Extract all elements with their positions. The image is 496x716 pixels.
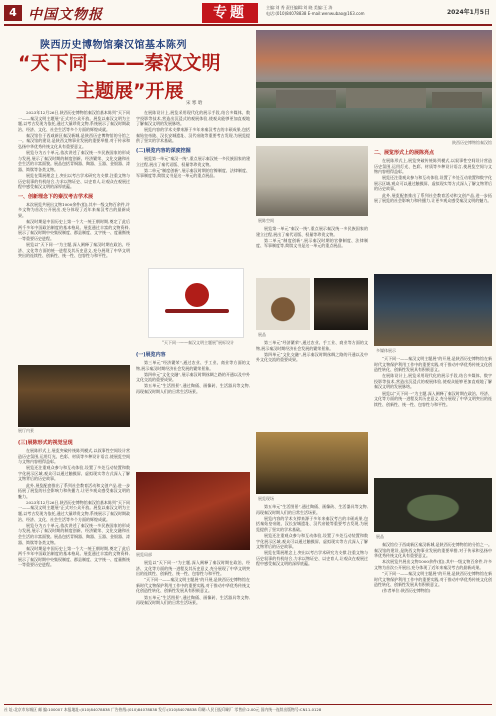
museum-aerial-photo: [256, 30, 492, 138]
bronze-caption: 展品: [376, 534, 384, 539]
photo-building: [276, 90, 336, 108]
screen-caption: 多媒体展示: [376, 348, 396, 353]
masthead: [4, 3, 492, 25]
text-column-2: 在展陈设计上,展览采用现代化的展示手段,结合多媒体、数字投影等技术,营造出沉浸式的观展体验,使观众能够更加直观地了解秦汉文明的发展脉络。 展览内容的学术支撑来源于多年来秦汉考古的丰硕成果,包括秦始皇帝陵、汉长安城遗址、汉代帝陵等重要考古发现,为展览提供了坚实的学术基础。 (二)展览内容的深度挖掘 展览第一单元“秦汉一统”,重点展示秦汉统一多民族国家的建立过程,展出了秦代诏版、权量等珍贵文物。 第二单元“制度创新”,展示秦汉时期的官僚制度、法律制度、军事制度等,简牍文书是这一单元的重点展品。: [136, 110, 250, 179]
exhibition-hall-image: [18, 365, 130, 427]
text-column-2c: 展览以“天下同一”为主题,深入阐释了秦汉时期在政治、经济、文化等方面的统一进程及其历史意义,充分展现了中华文明突出的连续性、创新性、统一性、包容性与和平性。 “天下同一——秦汉文明主题展”的开展,是陕西历史博物馆在新时代文物保护利用工作中的重要实践,对于推动中华优秀传统文化创造性转化、创新性发展具有积极意义。 第五单元“生活图景”,通过陶俑、画像砖、生活器具等文物,再现秦汉时期人们的日常生活场景。: [136, 560, 250, 606]
artifact-dark-image: [314, 278, 368, 330]
section-heading-3: (一)展览内容: [136, 352, 166, 358]
exhibition-red-wall-image: [136, 472, 250, 550]
gold-caption: 展览现场: [258, 496, 274, 501]
case-caption: 展陈空间: [258, 218, 274, 223]
display-case-image: [256, 146, 368, 216]
multimedia-image: [374, 274, 492, 346]
red-caption: 展览局部: [136, 552, 152, 557]
gold-artifact-image: [256, 432, 368, 494]
article-kicker: 陕西历史博物馆秦汉馆基本陈列: [40, 40, 187, 51]
text-column-4c: 秦汉馆位于西咸新区秦汉新城,是陕西历史博物馆的分馆之一。秦汉馆的建设,是陕西文物事业发展的重要举措,对于传承和弘扬中华优秀传统文化具有重要意义。 本次展览共展出文物1000余件(组),其中一级文物百余件,许多文物为首次公开展出,充分体现了近年来秦汉考古的最新成果。 “天下同一——秦汉文明主题展”的开展,是陕西历史博物馆在新时代文物保护利用工作中的重要实践,对于推动中华优秀传统文化创造性转化、创新性发展具有积极意义。 (作者单位:陕西历史博物馆): [374, 542, 492, 594]
top-photo-caption: 陕西历史博物馆秦汉馆: [452, 140, 492, 145]
text-column-1b: (三)展陈形式的视觉呈现 在展陈形式上,展览突破传统陈列模式,以叙事性空间设计营造历史氛围,运用灯光、色彩、材质等多种设计语言,使展览空间与文物内容相得益彰。 展览还注重观众参与和互动体验,设置了多处互动装置和数字化展示区域,观众可以通过触摸屏、虚拟现实等方式深入了解文物背后的历史故事。 此外,展览配套推出了系列社会教育活动和文创产品,进一步拓展了展览的社会影响力和传播力,让更多观众感受秦汉文明的魅力。 2023年12月26日,陕西历史博物馆秦汉馆基本陈列“天下同一——秦汉文明主题展”正式对公众开放。展览以秦汉文明为主题,以考古发现为依托,通过大量珍贵文物,系统展示了秦汉时期政治、经济、文化、社会生活等多个方面的辉煌成就。 展览分为五个单元,依次讲述了秦汉统一多民族国家的形成与发展,展示了秦汉时期的制度创新、经济繁荣、文化交融和社会生活的丰富面貌。展品包括青铜器、陶器、玉器、金银器、漆器、简牍等各类文物。 秦汉时期是中国历史上第一个大一统王朝时期,奠定了此后两千多年中国政治制度的基本格局。展览通过丰富的文物资料,展示了秦汉时期中央集权制度、郡县制度、文字统一、度量衡统一等重要历史进程。: [18, 440, 130, 568]
article-headline-line2: 主题展”开展: [76, 80, 184, 102]
text-column-2b: (一)展览内容 第三单元“经济繁荣”,通过农业、手工业、商业等方面的文物,展示秦汉时期经济社会发展的繁荣景象。 第四单元“文化交融”,展示秦汉时期丝绸之路的开通以及中外文化交流的重要成果。 第五单元“生活图景”,通过陶俑、画像砖、生活器具等文物,再现秦汉时期人们的日常生活场景。: [136, 352, 250, 394]
photo-water: [256, 108, 492, 138]
photo-building: [432, 92, 482, 108]
text-column-4b: “天下同一——秦汉文明主题展”的开展,是陕西历史博物馆在新时代文物保护利用工作中的重要实践,对于推动中华优秀传统文化创造性转化、创新性发展具有积极意义。 在展陈设计上,展览采用现代化的展示手段,结合多媒体、数字投影等技术,营造出沉浸式的观展体验,使观众能够更加直观地了解秦汉文明的发展脉络。 展览以“天下同一”为主题,深入阐释了秦汉时期在政治、经济、文化等方面的统一进程及其历史意义,充分展现了中华文明突出的连续性、创新性、统一性、包容性与和平性。: [374, 356, 492, 407]
bronze-artifact-image: [374, 478, 492, 532]
pot-caption: 展品: [258, 332, 266, 337]
page-footer: 社 址:北京市东城区 邮 编:100007 本报地址:(010)84078838 广告热线:(010)84078838 发行:(010)84078838 印刷:人民日报印刷厂 零售价:2.00元 国内统一连续出版物号:CN11-0128: [4, 704, 492, 714]
text-column-3c: 第五单元“生活图景”,通过陶俑、画像砖、生活器具等文物,再现秦汉时期人们的日常生活场景。 展览内容的学术支撑来源于多年来秦汉考古的丰硕成果,包括秦始皇帝陵、汉长安城遗址、汉代帝陵等重要考古发现,为展览提供了坚实的学术基础。 展览还注重观众参与和互动体验,设置了多处互动装置和数字化展示区域,观众可以通过触摸屏、虚拟现实等方式深入了解文物背后的历史故事。 展览在策展理念上,突出以考古学术研究为支撑,注重文物与历史叙事的有机结合,力求以物证史、以史育人,让观众在观展过程中感受秦汉文明的深厚底蕴。: [256, 504, 368, 567]
article-headline-line1: “天下同一——秦汉文明: [18, 52, 221, 74]
text-column-4: 二、展览形式上的展陈亮点 在展陈形式上,展览突破传统陈列模式,以叙事性空间设计营造历史氛围,运用灯光、色彩、材质等多种设计语言,使展览空间与文物内容相得益彰。 展览还注重观众参与和互动体验,设置了多处互动装置和数字化展示区域,观众可以通过触摸屏、虚拟现实等方式深入了解文物背后的历史故事。 此外,展览配套推出了系列社会教育活动和文创产品,进一步拓展了展览的社会影响力和传播力,让更多观众感受秦汉文明的魅力。: [374, 150, 492, 204]
exhibition-logo-image: [148, 268, 244, 338]
text-column-1: 2023年12月26日,陕西历史博物馆秦汉馆基本陈列“天下同一——秦汉文明主题展”正式对公众开放。展览以秦汉文明为主题,以考古发现为依托,通过大量珍贵文物,系统展示了秦汉时期政治、经济、文化、社会生活等多个方面的辉煌成就。 秦汉馆位于西咸新区秦汉新城,是陕西历史博物馆的分馆之一。秦汉馆的建设,是陕西文物事业发展的重要举措,对于传承和弘扬中华优秀传统文化具有重要意义。 展览分为五个单元,依次讲述了秦汉统一多民族国家的形成与发展,展示了秦汉时期的制度创新、经济繁荣、文化交融和社会生活的丰富面貌。展品包括青铜器、陶器、玉器、金银器、漆器、简牍等各类文物。 展览在策展理念上,突出以考古学术研究为支撑,注重文物与历史叙事的有机结合,力求以物证史、以史育人,让观众在观展过程中感受秦汉文明的深厚底蕴。 一、创新理念下的秦汉考古学术展 本次展览共展出文物1000余件(组),其中一级文物百余件,许多文物为首次公开展出,充分体现了近年来秦汉考古的最新成果。 秦汉时期是中国历史上第一个大一统王朝时期,奠定了此后两千多年中国政治制度的基本格局。展览通过丰富的文物资料,展示了秦汉时期中央集权制度、郡县制度、文字统一、度量衡统一等重要历史进程。 展览以“天下同一”为主题,深入阐释了秦汉时期在政治、经济、文化等方面的统一进程及其历史意义,充分展现了中华文明突出的连续性、创新性、统一性、包容性与和平性。: [18, 110, 130, 259]
logo-caption: “天下同一——秦汉文明主题展”展标设计: [161, 340, 235, 345]
masthead-rule: [4, 24, 492, 26]
section-heading-1: 一、创新理念下的秦汉考古学术展: [18, 193, 94, 200]
photo-trees: [256, 82, 492, 88]
hall-caption: 展厅内景: [18, 428, 34, 433]
page-number: 4: [4, 5, 22, 21]
editor-info: 主编:刘 秀 责任编辑:刘 晓 美编:王 涛 电话:(010)84078838 E-mail:wenwubao@163.com: [266, 5, 365, 16]
text-column-3: 展览第一单元“秦汉一统”,重点展示秦汉统一多民族国家的建立过程,展出了秦代诏版、权量等珍贵文物。 第二单元“制度创新”,展示秦汉时期的官僚制度、法律制度、军事制度等,简牍文书是这一单元的重点展品。: [256, 226, 368, 249]
section-heading-4: 二、展览形式上的展陈亮点: [374, 150, 435, 156]
photo-building: [346, 86, 426, 108]
section-heading-5: (三)展陈形式的视觉呈现: [18, 440, 73, 446]
paper-logo: 中国文物报: [28, 7, 103, 23]
logo-circle: [185, 283, 209, 307]
logo-bar: [165, 309, 229, 313]
text-column-3b: 第三单元“经济繁荣”,通过农业、手工业、商业等方面的文物,展示秦汉时期经济社会发展的繁荣景象。 第四单元“文化交融”,展示秦汉时期丝绸之路的开通以及中外文化交流的重要成果。: [256, 340, 368, 363]
section-title: 专题: [202, 3, 258, 23]
issue-date: 2024年1月5日: [446, 9, 490, 16]
article-byline: 宋 寒 晗: [186, 101, 203, 106]
artifact-pot-image: [256, 278, 310, 330]
section-heading-2: (二)展览内容的深度挖掘: [136, 148, 191, 155]
